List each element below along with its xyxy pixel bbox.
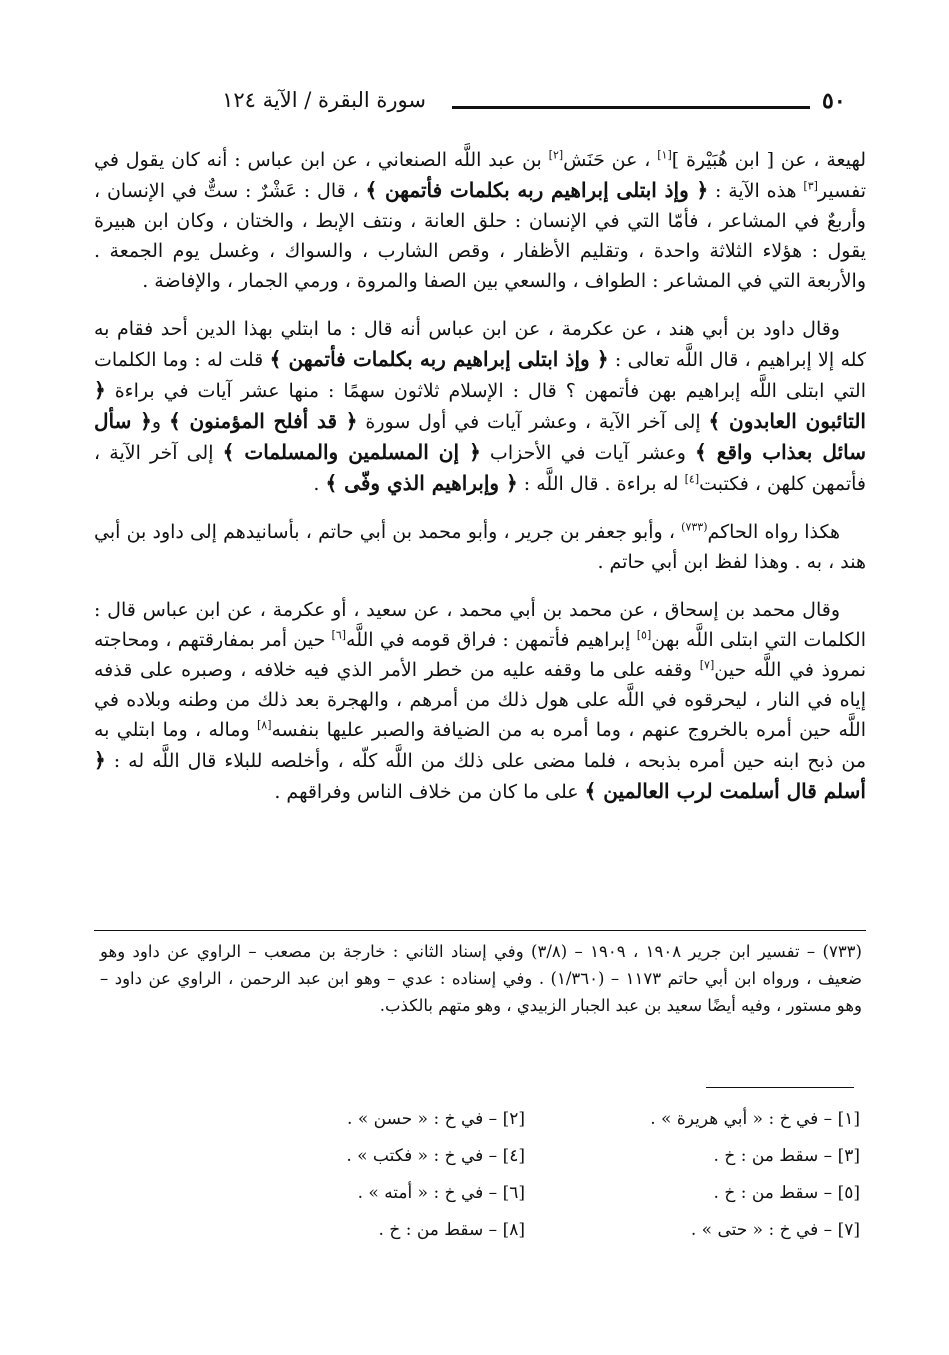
quran-verse: ﴿ وإذ ابتلى إبراهيم ربه بكلمات فأتمهن ﴾ — [269, 347, 609, 371]
quran-verse: ﴿ التائبون العابدون ﴾ — [94, 378, 866, 433]
text-run: ، عن حَنَش — [563, 149, 658, 171]
variant-note: [٨] – سقط من : خ . — [378, 1219, 525, 1240]
paragraph-4 — [94, 595, 866, 807]
paragraph-3 — [94, 517, 866, 577]
text-run: . — [313, 473, 326, 495]
text-run: وماله ، وما ابتلي به من ذبح ابنه حين أمره بذبحه ، فلما مضى على ذلك من اللَّه كلّه ، وأخلصه للبلاء قال اللَّه له : — [94, 719, 866, 772]
paragraph-1 — [94, 145, 866, 296]
paragraph-2 — [94, 314, 866, 499]
quran-verse: ﴿ إن المسلمين والمسلمات ﴾ — [222, 440, 481, 464]
text-run: وقال داود بن أبي هند ، عن عكرمة ، عن ابن عباس أنه قال : ما ابتلي بهذا الدين أحد فقام به كله إلا إبراهيم ، قال اللَّه تعالى : — [94, 318, 866, 371]
running-header: سورة البقرة / الآية ١٢٤ — [222, 88, 426, 112]
footnote-ref: (٧٣٣) — [681, 520, 708, 534]
text-run: وعشر آيات في الأحزاب — [480, 442, 696, 464]
footnote-733: (٧٣٣) – تفسير ابن جرير ١٩٠٨ ، ١٩٠٩ – (٣/٨) وفي إسناد الثاني : خارجة بن مصعب – الراوي عن داود وهو ضعيف ، ورواه ابن أبي حاتم ١١٧٣ – (١/٣٦٠) . وفي إسناده : عدي – وهو ابن عبد الرحمن ، الراوي عن داود – وهو مستور ، وفيه أيضًا سعيد بن عبد الجبار الزبيدي ، وهو متهم بالكذب. — [100, 942, 862, 1015]
quran-verse: ﴿ سأل سائل بعذاب واقع ﴾ — [94, 409, 866, 464]
text-run: إلى آخر الآية ، وعشر آيات في أول سورة — [357, 411, 709, 433]
variant-note: [٣] – سقط من : خ . — [713, 1145, 860, 1166]
quran-verse: ﴿ قد أفلح المؤمنون ﴾ — [168, 409, 358, 433]
text-run: هكذا رواه الحاكم — [707, 521, 840, 543]
text-run: إبراهيم فأتمهن : فراق قومه في اللَّه — [346, 629, 637, 651]
variant-note: [١] – في خ : « أبي هريرة » . — [650, 1108, 860, 1129]
variant-note: [٦] – في خ : « أمته » . — [357, 1182, 525, 1203]
footnote-separator — [94, 930, 866, 931]
text-run: و — [151, 411, 169, 433]
text-run: قلت له : وما الكلمات التي ابتلى اللَّه إبراهيم بهن فأتمهن ؟ قال : الإسلام ثلاثون سهمًا : منها عشر آيات في براءة — [94, 349, 866, 402]
variant-ref: [٦] — [331, 628, 347, 642]
quran-verse: ﴿ أسلم قال أسلمت لرب العالمين ﴾ — [94, 748, 866, 803]
variants-separator — [706, 1087, 854, 1088]
variant-ref: [٨] — [256, 718, 272, 732]
variant-note: [٢] – في خ : « حسن » . — [347, 1108, 525, 1129]
variant-note: [٥] – سقط من : خ . — [713, 1182, 860, 1203]
variant-note: [٤] – في خ : « فكتب » . — [346, 1145, 525, 1166]
header-rule — [452, 106, 810, 109]
variant-ref: [٥] — [636, 628, 652, 642]
variant-ref: [٢] — [548, 148, 564, 162]
variant-ref: [٧] — [699, 658, 715, 672]
text-run: بن عبد اللَّه الصنعاني ، عن ابن عباس : أنه كان يقول في تفسير — [94, 149, 866, 202]
text-run: على ما كان من خلاف الناس وفراقهم . — [274, 781, 585, 803]
variants-row — [190, 1100, 860, 1137]
variant-ref: [٤] — [684, 472, 700, 486]
quran-verse: ﴿ وإذ ابتلى إبراهيم ربه بكلمات فأتمهن ﴾ — [365, 178, 709, 202]
main-text — [94, 145, 866, 825]
text-run: ، وأبو جعفر بن جرير ، وأبو محمد بن أبي حاتم ، بأسانيدهم إلى داود بن أبي هند ، به . وهذا لفظ ابن أبي حاتم . — [94, 521, 866, 573]
text-run: لهيعة ، عن [ ابن هُبَيْرة ] — [671, 149, 866, 171]
variants-row — [190, 1211, 860, 1248]
text-run: هذه الآية : — [708, 180, 804, 202]
manuscript-variants — [190, 1100, 860, 1248]
text-run: وقال محمد بن إسحاق ، عن محمد بن أبي محمد ، عن سعيد ، أو عكرمة ، عن ابن عباس قال : الكلمات التي ابتلى اللَّه بهن — [94, 599, 866, 651]
page-number: ٥٠ — [822, 88, 846, 114]
text-run: له براءة . قال اللَّه : — [517, 473, 685, 495]
variant-ref: [٣] — [803, 179, 818, 193]
variant-note: [٧] – في خ : « حتى » . — [690, 1219, 860, 1240]
variants-row — [190, 1174, 860, 1211]
variant-ref: [١] — [657, 148, 672, 162]
text-run: وقفه على ما وقفه عليه من خطر الأمر الذي فيه خلافه ، وصبره على قذفه إياه في النار ، ليحرقوه في اللَّه على هول ذلك من أمرهم ، والهجرة بعد ذلك من وطنه وبلاده في اللَّه حين أمره بالخروج عنهم ، وما أمره به من الضيافة والصبر عليها بنفسه — [94, 659, 867, 741]
text-run: حين أمر بمفارقتهم ، ومحاجته نمروذ في اللَّه حين — [94, 629, 866, 681]
variants-row — [190, 1137, 860, 1174]
text-run: ، قال : عَشْرٌ : ستٌّ في الإنسان ، وأربعٌ في المشاعر ، فأمّا التي في الإنسان : حلق العانة ، ونتف الإبط ، والختان ، وكان ابن هبيرة يقول : هؤلاء الثلاثة واحدة ، وتقليم الأظفار ، وقص الشارب ، والسواك ، وغسل يوم الجمعة . والأربعة التي في المشاعر : الطواف ، والسعي بين الصفا والمروة ، ورمي الجمار ، والإفاضة . — [94, 180, 866, 292]
quran-verse: ﴿ وإبراهيم الذي وفّى ﴾ — [325, 471, 518, 495]
text-run: إلى آخر الآية ، فأتمهن كلهن ، فكتبت — [94, 442, 866, 495]
